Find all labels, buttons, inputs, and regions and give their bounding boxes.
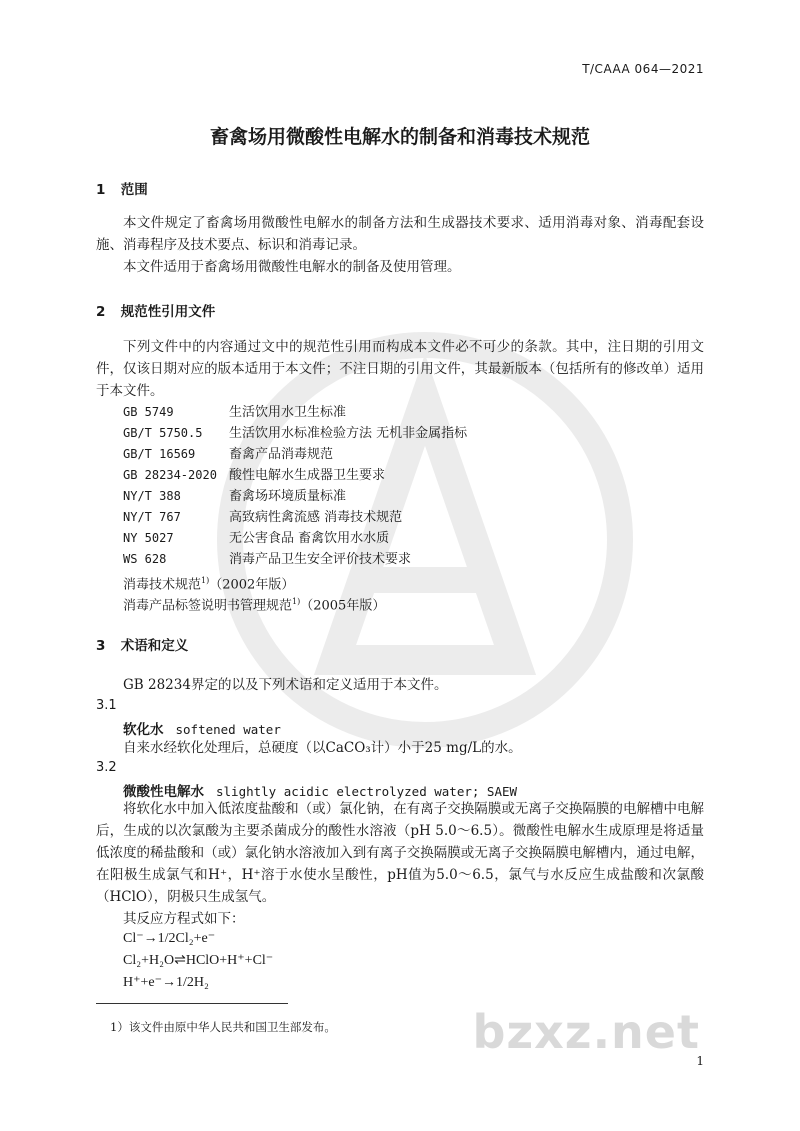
section-title: 范围 <box>120 182 148 198</box>
term-1-definition: 自来水经软化处理后，总硬度（以CaCO₃计）小于25 mg/L的水。 <box>123 740 522 756</box>
footnote-divider <box>96 1003 288 1004</box>
section-title: 规范性引用文件 <box>120 304 216 320</box>
terms-intro: GB 28234界定的以及下列术语和定义适用于本文件。 <box>123 677 448 693</box>
section-number: 1 <box>96 182 106 198</box>
reference-code: NY 5027 <box>123 531 174 545</box>
term-2-definition: 将软化水中加入低浓度盐酸和（或）氯化钠，在有离子交换隔膜或无离子交换隔膜的电解槽中电解后，生成的以次氯酸为主要杀菌成分的酸性水溶液（pH 5.0～6.5）。微酸性电解水生成原理是将适量低浓度的稀盐酸和（或）氯化钠水溶液加入到有离子交换隔膜或无离子交换隔膜电解槽内，通过电解，在阳极生成氯气和H⁺，H⁺溶于水使水呈酸性，pH值为5.0～6.5，氯气与水反应生成盐酸和次氯酸（HClO），阴极只生成氢气。 <box>96 801 704 905</box>
reference-code: NY/T 767 <box>123 510 181 524</box>
scope-paragraph-1: 本文件规定了畜禽场用微酸性电解水的制备方法和生成器技术要求、适用消毒对象、消毒配套设施、消毒程序及技术要点、标识和消毒记录。 <box>96 215 704 253</box>
reference-name: 生活饮用水标准检验方法 无机非金属指标 <box>229 426 468 441</box>
reference-row <box>123 423 467 444</box>
reference-row <box>123 444 333 465</box>
footnote: 1）该文件由原中华人民共和国卫生部发布。 <box>110 1020 336 1034</box>
term-chinese: 微酸性电解水 <box>123 784 204 800</box>
section-number: 3 <box>96 638 106 654</box>
reference-code: GB/T 5750.5 <box>123 426 203 440</box>
equation-1: Cl⁻→1/2Cl₂+e⁻ <box>123 931 216 946</box>
reference-row <box>123 507 402 528</box>
section-title: 术语和定义 <box>120 638 189 654</box>
reference-year: （2002年版） <box>209 577 295 593</box>
reference-extra-2 <box>123 591 385 616</box>
section-2-heading <box>96 300 215 320</box>
reference-name: 消毒技术规范 <box>123 577 202 593</box>
reference-row <box>123 402 346 423</box>
reference-code: GB 28234-2020 <box>123 468 217 482</box>
footnote-marker: 1) <box>201 576 210 585</box>
section-number: 2 <box>96 304 106 320</box>
term-number: 3.1 <box>96 698 117 713</box>
reference-name: 生活饮用水卫生标准 <box>229 405 347 420</box>
equation-3: H⁺+e⁻→1/2H₂ <box>123 975 209 990</box>
reference-name: 消毒产品卫生安全评价技术要求 <box>229 552 412 567</box>
reference-name: 无公害食品 畜禽饮用水水质 <box>229 531 390 546</box>
term-chinese: 软化水 <box>123 722 164 738</box>
scope-paragraph-2: 本文件适用于畜禽场用微酸性电解水的制备及使用管理。 <box>123 259 461 275</box>
document-title: 畜禽场用微酸性电解水的制备和消毒技术规范 <box>209 126 590 148</box>
site-watermark: bzxz.net <box>472 1005 700 1059</box>
term-number: 3.2 <box>96 760 117 775</box>
standard-number: T/CAAA 064—2021 <box>582 62 704 76</box>
reference-name: 畜禽产品消毒规范 <box>229 447 334 462</box>
term-english: slightly acidic electrolyzed water; SAEW <box>216 784 518 799</box>
reference-row <box>123 528 389 549</box>
reference-row <box>123 486 346 507</box>
equation-2: Cl₂+H₂O⇌HClO+H⁺+Cl⁻ <box>123 953 274 968</box>
reference-name: 畜禽场环境质量标准 <box>229 489 347 504</box>
term-english: softened water <box>175 722 281 737</box>
reference-row <box>123 549 411 570</box>
page-number: 1 <box>696 1054 704 1068</box>
section-1-heading <box>96 178 148 198</box>
term-2 <box>123 780 517 800</box>
reference-name: 消毒产品标签说明书管理规范 <box>123 598 293 614</box>
reference-code: GB 5749 <box>123 405 174 419</box>
reference-name: 酸性电解水生成器卫生要求 <box>229 468 386 483</box>
reference-code: WS 628 <box>123 552 167 566</box>
footnote-marker: 1) <box>292 597 301 606</box>
reference-code: GB/T 16569 <box>123 447 196 461</box>
reference-name: 高致病性禽流感 消毒技术规范 <box>229 510 403 525</box>
references-intro: 下列文件中的内容通过文中的规范性引用而构成本文件必不可少的条款。其中，注日期的引用文件，仅该日期对应的版本适用于本文件；不注日期的引用文件，其最新版本（包括所有的修改单）适用于本文件。 <box>96 339 704 399</box>
equation-intro: 其反应方程式如下： <box>123 911 245 927</box>
reference-code: NY/T 388 <box>123 489 181 503</box>
term-1 <box>123 718 281 738</box>
section-3-heading <box>96 634 188 654</box>
reference-year: （2005年版） <box>300 598 386 614</box>
reference-row <box>123 465 385 486</box>
